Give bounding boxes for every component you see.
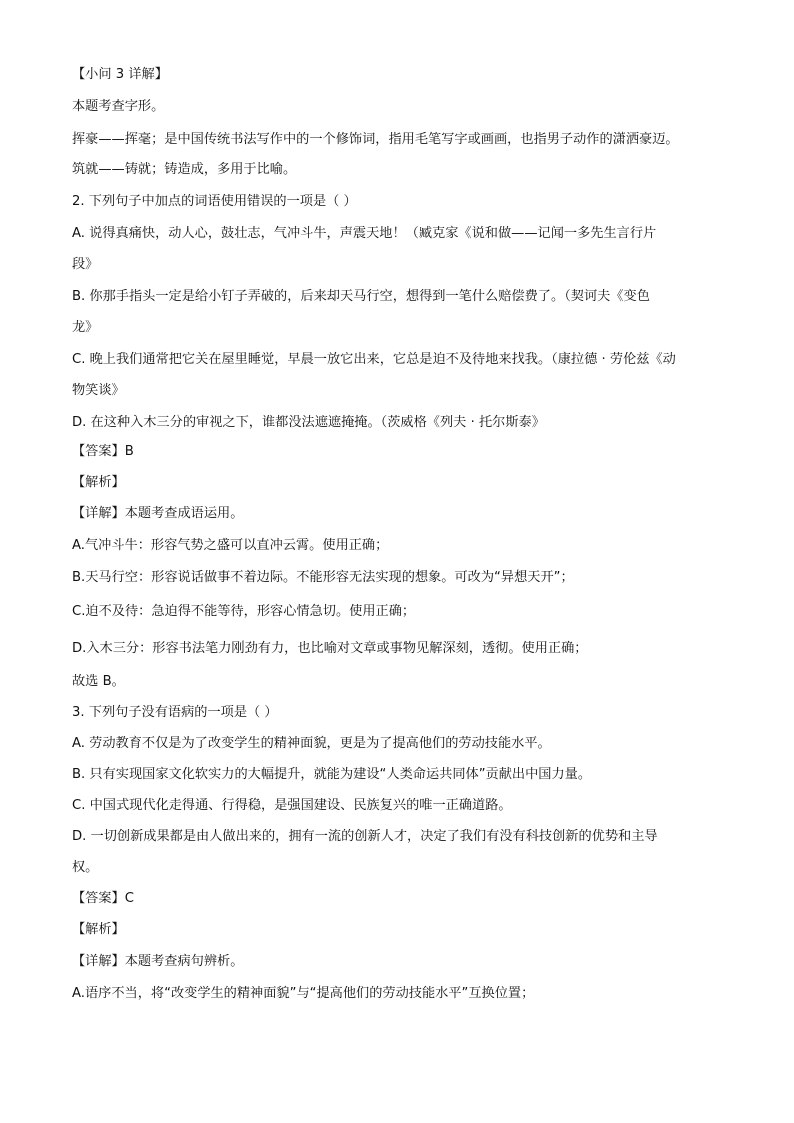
option-c: C. 中国式现代化走得通、行得稳，是强国建设、民族复兴的唯一正确道路。	[72, 798, 512, 813]
option-d: D. 一切创新成果都是由人做出来的，拥有一流的创新人才，决定了我们有没有科技创新的优势和主导	[72, 829, 658, 844]
text-line: 挥豪——挥毫；是中国传统书法写作中的一个修饰词，指用毛笔写字或画画，也指男子动作的潇洒豪迈。	[72, 132, 679, 147]
option-c-cont: 物笑谈》	[72, 383, 125, 398]
option-d: D. 在这种入木三分的审视之下，谁都没法遮遮掩掩。（茨威格《列夫 · 托尔斯泰》	[72, 415, 545, 430]
detail-label: 【详解】本题考查成语运用。	[72, 506, 244, 521]
analysis-label: 【解析】	[72, 922, 125, 937]
text-line: 筑就——铸就；铸造成，多用于比喻。	[72, 162, 297, 177]
question-2-stem: 2. 下列句子中加点的词语使用错误的一项是（ ）	[72, 194, 357, 209]
option-a: A. 劳动教育不仅是为了改变学生的精神面貌，更是为了提高他们的劳动技能水平。	[72, 736, 551, 751]
text-line: A.语序不当，将“改变学生的精神面貌”与“提高他们的劳动技能水平”互换位置；	[72, 986, 535, 1001]
option-b: B. 只有实现国家文化软实力的大幅提升，就能为建设“人类命运共同体”贡献出中国力量。	[72, 767, 592, 782]
text-line: C.迫不及待：急迫得不能等待，形容心情急切。使用正确；	[72, 604, 416, 619]
option-c: C. 晚上我们通常把它关在屋里睡觉，早晨一放它出来，它总是迫不及待地来找我。（康拉德 · 劳伦兹《动	[72, 352, 676, 367]
option-a: A. 说得真痛快，动人心，鼓壮志，气冲斗牛，声震天地！（臧克家《说和做——记闻一多先生言行片	[72, 226, 657, 241]
option-a-cont: 段》	[72, 257, 99, 272]
option-b: B. 你那手指头一定是给小钉子弄破的，后来却天马行空，想得到一笔什么赔偿费了。（契诃夫《变色	[72, 289, 650, 304]
text-line: B.天马行空：形容说话做事不着边际。不能形容无法实现的想象。可改为“异想天开”；	[72, 570, 574, 585]
detail-label: 【详解】本题考查病句辨析。	[72, 954, 244, 969]
answer-label: 【答案】C	[72, 891, 134, 906]
sub-question-3-heading: 【小问 3 详解】	[72, 67, 168, 82]
text-line: 本题考查字形。	[72, 99, 165, 114]
text-line: D.入木三分：形容书法笔力刚劲有力，也比喻对文章或事物见解深刻，透彻。使用正确；	[72, 641, 588, 656]
text-line: A.气冲斗牛：形容气势之盛可以直冲云霄。使用正确；	[72, 538, 389, 553]
option-d-cont: 权。	[72, 860, 99, 875]
analysis-label: 【解析】	[72, 475, 125, 490]
answer-label: 【答案】B	[72, 444, 134, 459]
question-3-stem: 3. 下列句子没有语病的一项是（ ）	[72, 705, 278, 720]
option-b-cont: 龙》	[72, 320, 99, 335]
text-line: 故选 B。	[72, 674, 125, 689]
